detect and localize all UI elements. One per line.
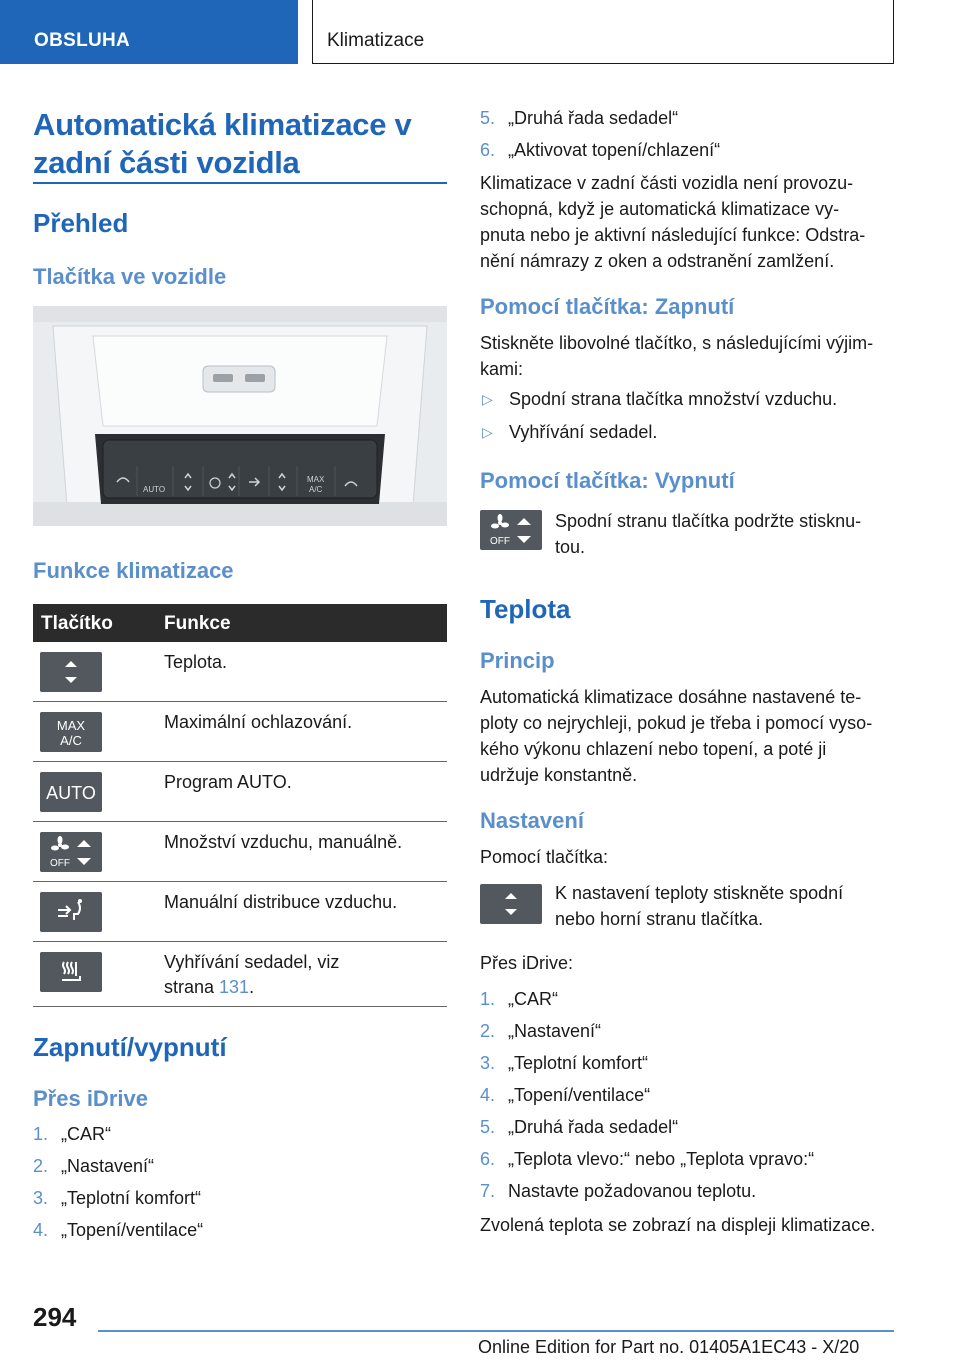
table-cell-function: Maximální ochlazování. <box>164 712 353 732</box>
list-item: Spodní strana tlačítka množství vzduchu. <box>509 389 838 409</box>
list-item: „CAR“ <box>61 1124 111 1144</box>
heading-overview: Přehled <box>33 208 129 238</box>
photo-max-label: MAX <box>307 475 325 484</box>
paragraph-line: pnuta nebo je aktivní následující funkce: Odstra- <box>480 225 866 245</box>
list-number: 1. <box>33 1124 49 1144</box>
list-number: 4. <box>33 1220 49 1240</box>
paragraph-line: Stiskněte libovolné tlačítko, s následujícími výjim- <box>480 333 874 353</box>
by-button-label: Pomocí tlačítka: <box>480 847 609 867</box>
paragraph-line: ploty co nejrychleji, pokud je třeba i pomocí vyso- <box>480 713 873 733</box>
fan-off-icon-text: OFF <box>50 858 70 869</box>
table-row <box>33 702 447 762</box>
table-cell-text: . <box>249 977 255 997</box>
list-item: „CAR“ <box>508 989 558 1009</box>
list-number: 3. <box>33 1188 49 1208</box>
paragraph-line: Automatická klimatizace dosáhne nastavené te- <box>480 687 862 707</box>
temperature-arrows-icon <box>40 652 102 692</box>
list-item: „Topení/ventilace“ <box>508 1085 651 1105</box>
fan-off-arrows-icon <box>40 832 102 872</box>
max-ac-icon-text: A/C <box>60 733 82 748</box>
table-header <box>33 604 447 642</box>
paragraph-line: nebo horní stranu tlačítka. <box>555 909 764 929</box>
photo-ac-label: A/C <box>309 485 323 494</box>
list-number: 5. <box>480 108 496 128</box>
footer-edition: Online Edition for Part no. 01405A1EC43 - X/20 <box>478 1337 860 1357</box>
list-number: 5. <box>480 1117 496 1137</box>
onoff-note <box>480 170 900 274</box>
header-section-label: OBSLUHA <box>34 30 131 51</box>
bullet-triangle-icon: ▷ <box>482 391 493 407</box>
heading-temperature: Teplota <box>480 594 571 624</box>
header-chapter-tab <box>312 0 894 64</box>
list-number: 2. <box>33 1156 49 1176</box>
heading-principle: Princip <box>480 648 555 673</box>
bullet-triangle-icon: ▷ <box>482 424 493 440</box>
paragraph-line: kami: <box>480 359 524 379</box>
col-header-button: Tlačítko <box>41 613 113 634</box>
page-title-line: Automatická klimatizace v <box>33 107 412 142</box>
heading-functions: Funkce klimatizace <box>33 558 234 583</box>
air-distribution-icon <box>40 892 102 932</box>
console-illustration <box>33 306 447 526</box>
table-cell-function: Program AUTO. <box>164 772 292 792</box>
photo-auto-label: AUTO <box>143 485 166 494</box>
page-title <box>33 106 453 182</box>
table-cell-line <box>164 975 339 1000</box>
onoff-steps-list-left <box>33 1118 443 1248</box>
list-number: 3. <box>480 1053 496 1073</box>
paragraph-line: tou. <box>555 537 586 557</box>
table-cell-function: Množství vzduchu, manuálně. <box>164 832 403 852</box>
page-link-131[interactable]: 131 <box>219 977 250 997</box>
list-item: Nastavte požadovanou teplotu. <box>508 1181 757 1201</box>
heading-buttons-in-vehicle: Tlačítka ve vozidle <box>33 264 227 289</box>
fan-off-button-icon <box>480 510 542 555</box>
list-number: 6. <box>480 1149 496 1169</box>
list-item: „Teplota vlevo:“ nebo „Teplota vpravo:“ <box>508 1149 815 1169</box>
table-cell-function: Manuální distribuce vzduchu. <box>164 892 398 912</box>
paragraph-line: kého výkonu chlazení nebo topení, a poté ji <box>480 739 827 759</box>
via-idrive-label: Přes iDrive: <box>480 953 574 973</box>
max-ac-icon-text: MAX <box>56 718 86 733</box>
list-item: „Nastavení“ <box>508 1021 602 1041</box>
paragraph-line: nění námrazy z oken a odstranění zamlžení. <box>480 251 835 271</box>
list-item: „Aktivovat topení/chlazení“ <box>508 140 721 160</box>
page-number: 294 <box>33 1302 77 1332</box>
heading-button-off: Pomocí tlačítka: Vypnutí <box>480 468 735 493</box>
heading-setting: Nastavení <box>480 808 584 833</box>
heading-on-off: Zapnutí/vypnutí <box>33 1032 227 1062</box>
setting-text <box>555 880 905 932</box>
col-header-function: Funkce <box>164 613 231 634</box>
list-item: „Druhá řada sedadel“ <box>508 108 679 128</box>
footer-divider <box>98 1330 894 1332</box>
table-cell-function <box>164 950 339 1000</box>
table-row <box>33 642 447 702</box>
button-on-text <box>480 330 900 382</box>
list-number: 4. <box>480 1085 496 1105</box>
functions-table <box>33 604 447 1007</box>
table-row <box>33 882 447 942</box>
console-illustration-svg <box>33 306 447 526</box>
table-cell-text: strana <box>164 977 220 997</box>
paragraph-line: schopná, když je automatická klimatizace vy- <box>480 199 840 219</box>
button-off-text <box>555 508 905 560</box>
table-cell-function: Teplota. <box>164 652 228 672</box>
list-number: 1. <box>480 989 496 1009</box>
title-divider <box>33 182 447 184</box>
list-item: „Nastavení“ <box>61 1156 155 1176</box>
temperature-steps-list <box>480 983 900 1207</box>
heading-via-idrive: Přes iDrive <box>33 1086 148 1111</box>
paragraph-line: K nastavení teploty stiskněte spodní <box>555 883 844 903</box>
table-row <box>33 762 447 822</box>
list-item: Vyhřívání sedadel. <box>509 422 658 442</box>
heading-button-on: Pomocí tlačítka: Zapnutí <box>480 294 735 319</box>
list-item: „Teplotní komfort“ <box>61 1188 202 1208</box>
seat-heating-icon <box>40 952 102 992</box>
list-item: „Teplotní komfort“ <box>508 1053 649 1073</box>
auto-icon <box>40 772 102 812</box>
list-number: 7. <box>480 1181 496 1201</box>
final-note: Zvolená teplota se zobrazí na displeji klimatizace. <box>480 1215 876 1235</box>
list-number: 6. <box>480 140 496 160</box>
principle-text <box>480 684 900 788</box>
page-title-line: zadní části vozidla <box>33 145 300 180</box>
header-chapter-label: Klimatizace <box>327 30 425 51</box>
table-row <box>33 942 447 1007</box>
auto-icon-text: AUTO <box>46 783 96 803</box>
fan-off-button-icon-text: OFF <box>490 536 510 547</box>
table-row <box>33 822 447 882</box>
list-item: „Druhá řada sedadel“ <box>508 1117 679 1137</box>
paragraph-line: Klimatizace v zadní části vozidla není provozu- <box>480 173 854 193</box>
temperature-arrows-icon <box>480 884 542 929</box>
list-number: 2. <box>480 1021 496 1041</box>
onoff-steps-list-right <box>480 102 900 166</box>
table-cell-line: Vyhřívání sedadel, viz <box>164 952 340 972</box>
header-section-tab <box>0 0 298 64</box>
paragraph-line: udržuje konstantně. <box>480 765 638 785</box>
list-item: „Topení/ventilace“ <box>61 1220 204 1240</box>
paragraph-line: Spodní stranu tlačítka podržte stisknu- <box>555 511 862 531</box>
max-ac-icon <box>40 712 102 752</box>
